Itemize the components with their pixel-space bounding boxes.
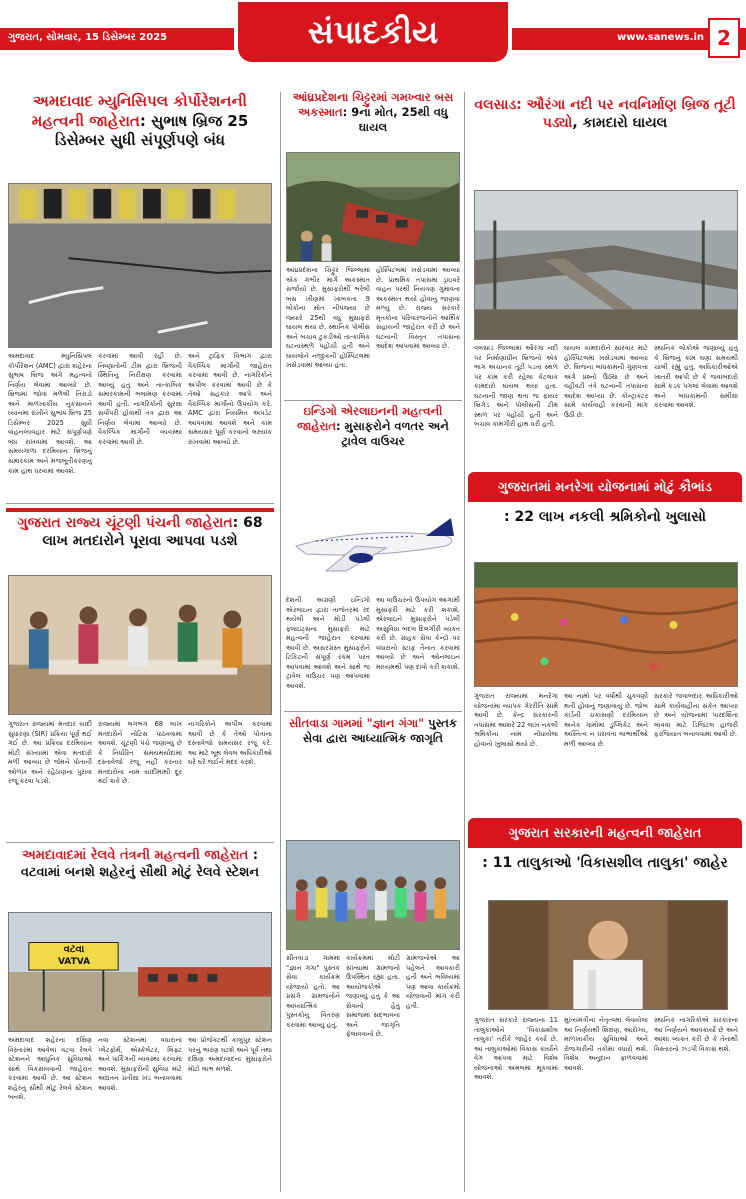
mnrega-body (474, 692, 738, 812)
chief-minister-photo (488, 900, 728, 1010)
body-column: હોસ્પિટલમાં ખસેડવામાં આવ્યા છે. પ્રાથમિક તપાસમાં ડ્રાઇવરે વાહન પરથી નિયંત્રણ ગુમાવતા અકસ્માત થયો હોવાનું જાણવા મળ્યું છે. રાજ્ય સરકારે મૃતકોના પરિવારજનોને આર્થિક સહાયની જાહેરાત કરી છે અને ઘટનાની વિસ્તૃત તપાસના આદેશ આપવામાં આવ્યા છે. (376, 266, 460, 351)
gyanganga-group-photo (286, 840, 460, 950)
article-valsad (468, 96, 742, 132)
station-sign-gujarati: વટવા (63, 944, 85, 955)
body-column: સ્થાનિક લોકોએ જણાવ્યું હતું કે બ્રિજનું કામ ઘણા સમયથી ચાલી રહ્યું હતું. અધિકારીઓએ ખાતરી આપી છે કે જવાબદારો સામે કડક પગલાં લેવામાં આવશે અને બાંધકામની સમીક્ષા કરવામાં આવશે. (654, 344, 738, 410)
vatva-station-photo (8, 912, 272, 1032)
body-column: આ વાઉચરનો ઉપયોગ આગામી મુસાફરી માટે કરી શકાશે. એરલાઇને મુસાફરોને પડેલી અસુવિધા બદલ દિલગીરી વ્યક્ત કરી છે. ગ્રાહક સેવા કેન્દ્રો પર વધારાનો સ્ટાફ તૈનાત કરવામાં આવ્યો છે અને ઓનલાઇન માધ્યમથી પણ દાવો કરી શકાશે. (376, 596, 460, 671)
body-column: સ્થાનિક નાગરિકોએ સરકારના આ નિર્ણયને આવકાર્યો છે અને આશા વ્યક્ત કરી છે કે તેનાથી વિસ્તારનો ઝડપી વિકાસ થશે. (654, 1016, 738, 1053)
section-divider (284, 711, 462, 712)
gyanganga-body (286, 954, 460, 1192)
body-column: મુખ્યમંત્રીના નેતૃત્વમાં લેવાયેલા આ નિર્ણયથી શિક્ષણ, આરોગ્ય, માળખાકીય સુવિધાઓ અને રોજગારીની તકોમાં વધારો થશે. વિશેષ અનુદાન ફાળવવામાં આવશે. (564, 1016, 648, 1072)
bus-accident-photo (286, 152, 460, 262)
article-bridge (6, 92, 274, 151)
taluka-body (474, 1016, 738, 1192)
body-column: સીતવાડા ગામમાં "જ્ઞાન ગંગા" પુસ્તક સેવા કાર્યક્રમ યોજાયો હતો. આ પ્રસંગે ગ્રામજનોને આધ્યાત્મિક પુસ્તકોનું વિતરણ કરવામાં આવ્યું હતું. (286, 954, 340, 1029)
section-divider (6, 503, 274, 504)
body-column: વલસાડ જિલ્લામાં ઔરંગા નદી પર નિર્માણાધીન બ્રિજનો એક ભાગ અચાનક તૂટી પડતા સ્થળ પર કામ કરી રહેલા કેટલાક કામદારો ઘાયલ થયા હતા. ઘટનાની જાણ થતા જ ફાયર બ્રિગેડ અને પોલીસની ટીમ સ્થળ પર પહોંચી હતી અને બચાવ કામગીરી હાથ ધરી હતી. (474, 344, 558, 429)
mnrega-banner: ગુજરાતમાં મનરેગા યોજનામાં મોટું કૌભાંડ (468, 472, 742, 502)
headline-black: , કામદારો ઘાયલ (572, 115, 668, 132)
body-column: કાર્યક્રમમાં મોટી સંખ્યામાં ગ્રામજનો ઉપસ્થિત રહ્યા હતા. આયોજકોએ જણાવ્યું હતું કે આ સેવાનો હેતુ સમાજમાં સદ્ભાવના અને જાગૃતિ ફેલાવવાનો છે. (346, 954, 400, 1039)
headline-red: વલસાડ: ઔરંગા નદી પર નવનિર્માણ બ્રિજ તૂટી પડ્યો (474, 97, 736, 132)
body-column: આ નામો પર વર્ષોથી ચુકવણી થતી હોવાનું જણાવાયું છે. જોબ કાર્ડની ચકાસણી દરમિયાન અનેક ગામોમાં ડુપ્લિકેટ અને અસ્તિત્વ ન ધરાવતા લાભાર્થીઓ મળી આવ્યા છે. (564, 692, 648, 748)
headline-black: : 68 લાખ મતદારોને પૂરાવા આપવા પડશે (42, 515, 263, 550)
accent-bar (6, 508, 274, 512)
page-number: 2 (708, 18, 740, 58)
body-column: નવા સ્ટેશનમાં વધારાના પ્લેટફોર્મ, એસ્કેલેટર, લિફ્ટ અને પાર્કિંગની વ્યવસ્થા કરવામાં આવશે. મુસાફરોની સુવિધા માટે અદ્યતન પ્રતીક્ષા ખંડ બનાવવામાં આવશે. (98, 1036, 182, 1092)
headline-black: : સુભાષ બ્રિજ 25 ડિસેમ્બર સુધી સંપૂર્ણપણે બંધ (55, 111, 249, 149)
article-gyanganga (284, 716, 462, 746)
article-railway (6, 848, 274, 882)
body-column: અમદાવાદ મ્યુનિસિપલ કોર્પોરેશન (AMC) દ્વારા શહેરના સુભાષ બ્રિજ અંગે મહત્વનો નિર્ણય લેવામાં આવ્યો છે. બ્રિજમાં જોવા મળેલી તિરાડો અને માળખાકીય નુકસાનને ધ્યાનમાં રાખીને સુભાષ બ્રિજ 25 ડિસેમ્બર 2025 સુધી વાહનવ્યવહાર માટે સંપૂર્ણપણે બંધ રાખવામાં આવશે. આ સમયગાળા દરમિયાન બ્રિજનું સમારકામ અને મજબૂતીકરણનું કામ હાથ ધરવામાં આવશે. (8, 352, 92, 475)
station-sign-english: VATVA (57, 957, 91, 967)
body-column: દેશની અગ્રણી ઇન્ડિગો એરલાઇન દ્વારા તાજેતરમાં રદ થયેલી અને મોડી પડેલી ફ્લાઇટ્સના મુસાફરો માટે મહત્વની જાહેરાત કરવામાં આવી છે. અસરગ્રસ્ત મુસાફરોને ટિકિટની સંપૂર્ણ રકમ પરત આપવામાં આવશે અને સાથે જ ટ્રાવેલ વાઉચર પણ આપવામાં આવશે. (286, 596, 370, 690)
header-date: ગુજરાત, સોમવાર, 15 ડિસેમ્બર 2025 (8, 32, 168, 43)
body-column: ગુજરાત સરકારે રાજ્યના 11 તાલુકાઓને 'વિકાસશીલ તાલુકા' તરીકે જાહેર કર્યા છે. આ તાલુકાઓમાં વિકાસ કાર્યોને વેગ આપવા માટે વિશેષ યોજનાઓ અમલમાં મૂકવામાં આવશે. (474, 1016, 558, 1082)
valsad-bridge-photo (474, 190, 738, 340)
headline-black: : 11 તાલુકાઓ 'વિકાસશીલ તાલુકા' જાહેર (482, 855, 728, 871)
body-column: ગુજરાત રાજ્યમાં મનરેગા યોજનામાં વ્યાપક ગેરરીતિ સામે આવી છે. કેન્દ્ર સરકારની તપાસમાં આશરે 22 લાખ નકલી શ્રમિકોના નામ નોંધાયેલા હોવાનો ખુલાસો થયો છે. (474, 692, 558, 748)
body-column: રાજ્યમાં લગભગ 68 લાખ મતદારોને નોટિસ પાઠવવામાં આવશે. ચૂંટણી પંચે જણાવ્યું છે કે નિર્ધારિત સમયમર્યાદામાં દસ્તાવેજો રજૂ નહીં કરનાર મતદારોના નામ યાદીમાંથી દૂર થઈ શકે છે. (98, 720, 182, 786)
election-body (8, 720, 272, 838)
headline-red: અમદાવાદમાં રેલવે તંત્રની મહત્વની જાહેરાત (22, 848, 249, 863)
bridge-body (8, 352, 272, 500)
election-photo (8, 575, 272, 715)
masthead-title: સંપાદકીય (238, 2, 508, 62)
mnrega-subheadline (468, 508, 742, 526)
headline-red: સીતવાડા ગામમાં "જ્ઞાન ગંગા" (288, 716, 425, 730)
headline-red: આંધ્રપ્રદેશના ચિટ્ટુરમાં ગમખ્વાર બસ અકસ્માત (292, 90, 454, 119)
headline-red: ઇન્ડિગો એરલાઇનની મહત્વની જાહેરાત (297, 404, 443, 433)
body-column: નાગરિકોને અપીલ કરવામાં આવી છે કે તેઓ પોતાના દસ્તાવેજો સમયસર રજૂ કરે. આ માટે બૂથ લેવલ અધિકારીઓ ઘરે ઘરે જઈને મદદ કરશે. (188, 720, 272, 767)
headline-black: : વટવામાં બનશે શહેરનું સૌથી મોટું રેલવે સ્ટેશન (20, 848, 260, 880)
bus-body (286, 266, 460, 396)
header-website[interactable]: www.sanews.in (616, 32, 704, 43)
headline-black: : 9ના મોત, 25થી વધુ ઘાયલ (342, 104, 448, 134)
valsad-body (474, 344, 738, 462)
article-bus (284, 90, 462, 135)
article-election (6, 514, 274, 550)
article-indigo (284, 404, 462, 449)
body-column: આ પ્રોજેક્ટથી કાલુપુર સ્ટેશન પરનું ભારણ ઘટશે અને પૂર્વ તથા દક્ષિણ અમદાવાદના મુસાફરોને મોટો લાભ મળશે. (188, 1036, 272, 1073)
body-column: ગ્રામજનોએ આ પહેલને આવકારી હતી અને ભવિષ્યમાં પણ આવા કાર્યક્રમો યોજવાની માંગ કરી હતી. (406, 954, 460, 1010)
section-divider (6, 842, 274, 843)
taluka-subheadline (468, 854, 742, 872)
body-column: કરવામાં આવી રહી છે. નિષ્ણાતોની ટીમ દ્વારા બ્રિજની સ્થિતિનું નિરીક્ષણ કરવામાં આવ્યું હતું અને તાત્કાલિક સમારકામની ભલામણ કરવામાં આવી હતી. નાગરિકોની સુરક્ષા સર્વોપરી હોવાથી તંત્ર દ્વારા આ નિર્ણય લેવામાં આવ્યો છે. વૈકલ્પિક માર્ગોની વ્યવસ્થા કરવામાં આવી છે. (98, 352, 182, 446)
body-column: અમદાવાદ શહેરના દક્ષિણ વિસ્તારમાં આવેલા વટવા રેલવે સ્ટેશનને આધુનિક સુવિધાઓ સાથે વિકસાવવાની જાહેરાત કરવામાં આવી છે. આ સ્ટેશન શહેરનું સૌથી મોટું રેલવે સ્ટેશન બનશે. (8, 1036, 92, 1102)
taluka-banner: ગુજરાત સરકારની મહત્વની જાહેરાત (468, 818, 742, 848)
bridge-crack-photo (8, 183, 272, 348)
body-column: ઘાયલ કામદારોને સારવાર માટે હોસ્પિટલમાં ખસેડવામાં આવ્યા છે. બ્રિજના બાંધકામની ગુણવત્તા અંગે પ્રશ્નો ઉઠ્યા છે અને વહીવટી તંત્રે ઘટનાની તપાસના આદેશ આપ્યા છે. કોન્ટ્રાક્ટર સામે કાર્યવાહી કરવાની માંગ ઉઠી છે. (564, 344, 648, 419)
body-column: આંધ્રપ્રદેશના ચિટ્ટુર જિલ્લામાં એક ગંભીર માર્ગ અકસ્માત સર્જાયો છે. મુસાફરોથી ભરેલી બસ ખીણમાં ખાબકતા 9 લોકોના મોત નીપજ્યા છે જ્યારે 25થી વધુ મુસાફરો ઘાયલ થયા છે. સ્થાનિક પોલીસ અને બચાવ ટુકડીઓ તાત્કાલિક ઘટનાસ્થળે પહોંચી હતી અને ઘાયલોને નજીકની હોસ્પિટલમાં ખસેડવામાં આવ્યા હતા. (286, 266, 370, 370)
body-column: અને ટ્રાફિક વિભાગ દ્વારા વૈકલ્પિક માર્ગોની જાહેરાત કરવામાં આવી છે. નાગરિકોને અપીલ કરવામાં આવી છે કે તેઓ સહકાર આપે અને વૈકલ્પિક માર્ગોનો ઉપયોગ કરે. AMC દ્વારા નિયમિત અપડેટ આપવામાં આવશે અને કામ સમયસર પૂર્ણ કરવાનો લક્ષ્યાંક રાખવામાં આવ્યો છે. (188, 352, 272, 446)
section-divider (284, 400, 462, 401)
headline-red: અમદાવાદ મ્યુનિસિપલ કોર્પોરેશનની મહત્વની જાહેરાત (31, 92, 247, 130)
headline-black: પુસ્તક સેવા દ્વારા આધ્યાત્મિક જાગૃતિ (302, 716, 458, 745)
indigo-body (286, 596, 460, 708)
column-divider (280, 92, 281, 1192)
headline-black: : મુસાફરોને વળતર અને ટ્રાવેલ વાઉચર (335, 418, 449, 448)
headline-black: : 22 લાખ નકલી શ્રમિકોનો ખુલાસો (503, 509, 706, 525)
headline-red: ગુજરાત રાજ્ય ચૂંટણી પંચની જાહેરાત (17, 515, 233, 531)
body-column: સરકારે જવાબદાર અધિકારીઓ સામે કાર્યવાહીના સંકેત આપ્યા છે અને યોજનામાં પારદર્શિતા લાવવા માટે ડિજિટલ હાજરી ફરજિયાત બનાવવામાં આવી છે. (654, 692, 738, 739)
column-divider (464, 92, 465, 1192)
airplane-photo (286, 496, 460, 591)
railway-body (8, 1036, 272, 1192)
body-column: ગુજરાત રાજ્યમાં મતદાર યાદી સુધારણા (SIR) પ્રક્રિયા પૂર્ણ થઈ ગઈ છે. આ પ્રક્રિયા દરમિયાન મોટી સંખ્યામાં એવા મતદારો મળી આવ્યા છે જેમને પોતાની ઓળખ અને રહેઠાણના પુરાવા રજૂ કરવા પડશે. (8, 720, 92, 786)
mnrega-workers-photo (474, 562, 738, 687)
